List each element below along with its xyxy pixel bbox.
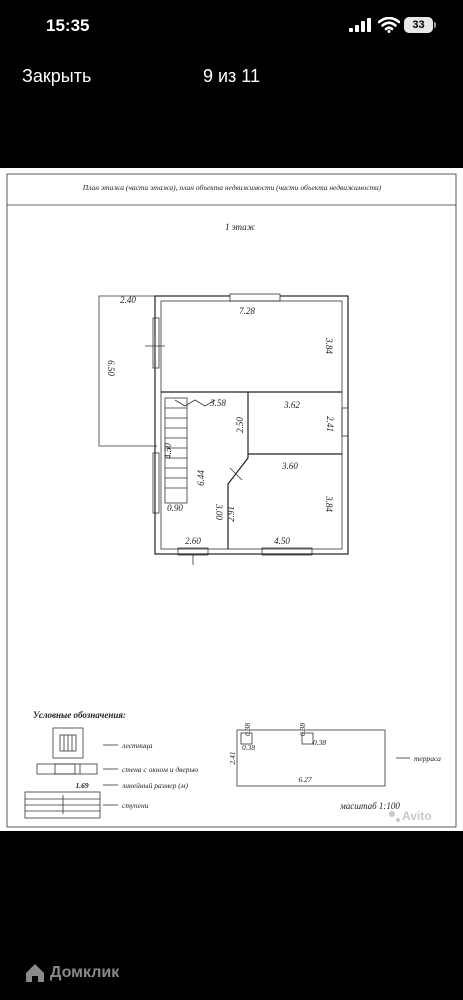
house-inner-outline [161, 301, 342, 549]
dim-label: 4.50 [274, 536, 290, 546]
dim-label: 2.91 [226, 506, 236, 522]
dim-label: 2.40 [120, 295, 136, 305]
legend-wall-symbol [37, 764, 97, 774]
dim-label: 7.28 [239, 306, 255, 316]
dim-label: 0.38 [243, 722, 252, 736]
battery-indicator: 33 [404, 17, 433, 33]
scale-label: масштаб 1:100 [340, 801, 400, 811]
dim-label: 0.38 [242, 743, 256, 752]
dim-label: 0.38 [313, 738, 327, 747]
avito-watermark [389, 809, 432, 823]
watermark-text: Avito [402, 809, 432, 823]
house-logo-icon [24, 962, 46, 984]
status-bar [0, 0, 463, 52]
dim-label: 3.84 [324, 338, 334, 354]
dim-label: 0.38 [298, 722, 307, 736]
dim-label: 2.41 [325, 416, 335, 432]
image-viewer[interactable] [0, 168, 463, 831]
wifi-icon [378, 17, 400, 33]
legend-title: Условные обозначения: [33, 710, 126, 720]
window-right [342, 408, 348, 436]
terrace-label: терраса [414, 754, 441, 763]
legend-wall-label: стена с окном и дверью [122, 765, 199, 774]
dim-label: 6.27 [298, 775, 312, 784]
close-button[interactable]: Закрыть [22, 66, 92, 86]
legend-size-label: линейный размер (м) [122, 781, 189, 790]
legend-steps-symbol [25, 792, 100, 818]
cellular-signal-icon [349, 18, 371, 32]
image-counter: 9 из 11 [202, 66, 260, 86]
dim-label: 2.50 [235, 417, 245, 433]
legend-size-number: 1.69 [75, 781, 89, 790]
status-time: 15:35 [46, 16, 90, 35]
brand-name: Домклик [50, 964, 120, 981]
interior-wall-diagonal [228, 458, 248, 484]
dim-label: 6.50 [106, 360, 116, 376]
dim-label: 3.62 [284, 400, 300, 410]
floor-label: 1 этаж [224, 222, 256, 232]
dim-label: 3.00 [214, 504, 224, 520]
legend-stairs-label: лестница [122, 741, 153, 750]
house-outline [155, 296, 348, 554]
legend-steps-label: ступени [122, 801, 149, 810]
window-left-lower [153, 453, 159, 513]
dim-label: 3.84 [324, 496, 334, 512]
dim-label: 2.41 [228, 751, 237, 765]
dim-label: 0.90 [167, 503, 183, 513]
dim-label: 6.44 [196, 470, 206, 486]
window-left-upper [153, 318, 159, 368]
dim-label: 3.60 [282, 461, 298, 471]
dim-label: 4.50 [163, 443, 173, 459]
dim-label: 2.60 [185, 536, 201, 546]
legend-stairs-symbol [53, 728, 83, 758]
plan-header: План этажа (части этажа), план объекта недвижимости (части объекта недвижимости) [82, 183, 382, 192]
viewer-nav-bar [0, 52, 463, 102]
floor-plan-image [0, 168, 463, 831]
battery-tip [434, 22, 436, 28]
dim-label: 3.58 [210, 398, 226, 408]
brand-logo [24, 960, 119, 986]
document-frame [7, 174, 456, 827]
